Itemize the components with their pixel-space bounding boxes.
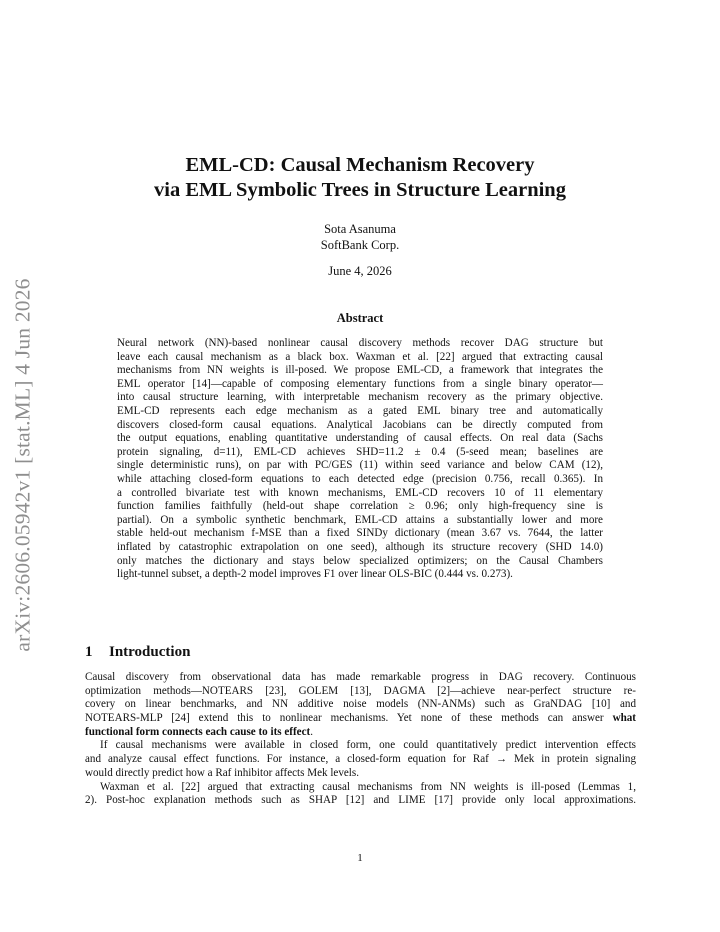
body-line: would directly predict how a Raf inhibitor affects Mek levels.	[85, 766, 359, 779]
section-title: Introduction	[109, 644, 191, 660]
abstract-line: into causal structure learning, with interpretable mechanism recovery as the primary objective.	[117, 391, 603, 404]
abstract-line: function families faithfully (held-out shape correlation ≥ 0.96; only high-frequency sine is	[117, 500, 603, 513]
abstract-line: a controlled bivariate test with known mechanisms, EML-CD recovers 10 of 11 elementary	[117, 486, 603, 499]
abstract-line: EML-CD represents each edge mechanism as a gated EML binary tree and automatically	[117, 404, 603, 417]
body-line: Waxman et al. [22] argued that extracting causal mechanisms from NN weights is ill-posed (Lemmas 1,	[100, 780, 636, 793]
section-number: 1	[85, 644, 93, 660]
abstract-line: leave each causal mechanism as a black box. Waxman et al. [22] argued that extracting causal	[117, 350, 603, 363]
author-block	[0, 221, 720, 253]
paper-title	[0, 153, 720, 203]
page-number: 1	[357, 852, 363, 864]
body-line: and analyze causal effect functions. For instance, a closed-form equation for Raf → Mek in protein signaling	[85, 753, 636, 766]
abstract-line: inflated by catastrophic extrapolation on one seed), although its structure recovery (SHD 14.0)	[117, 540, 603, 553]
bold-phrase-start: what	[612, 712, 636, 725]
abstract-line: while attaching closed-form equations to each detected edge (precision 0.756, recall 0.365). In	[117, 472, 603, 485]
body-line-text: NOTEARS-MLP [24] extend this to nonlinear mechanisms. Yet none of these methods can answer	[85, 712, 604, 725]
abstract-line: partial). On a symbolic synthetic benchmark, EML-CD attains a substantially lower and more	[117, 513, 603, 526]
section-heading	[85, 644, 190, 661]
body-line: optimization methods—NOTEARS [23], GOLEM [13], DAGMA [2]—achieve near-perfect structure re-	[85, 684, 636, 697]
abstract-line: discovers closed-form causal equations. Analytical Jacobians can be directly computed from	[117, 418, 603, 431]
author-name: Sota Asanuma	[324, 222, 396, 236]
body-line: 2). Post-hoc explanation methods such as SHAP [12] and LIME [17] provide only local approximations.	[85, 794, 636, 807]
bold-phrase: functional form connects each cause to its effect	[85, 725, 311, 738]
abstract-line: protein signaling, d=11), EML-CD achieves SHD=11.2 ± 0.4 (5-seed mean; baselines are	[117, 445, 603, 458]
abstract-line: only matches the dictionary and stays below specialized optimizers; on the Causal Chambers	[117, 554, 603, 567]
body-line: functional form connects each cause to its effect.	[85, 725, 313, 738]
introduction-body	[85, 671, 636, 808]
body-line: covery on linear benchmarks, and NN additive noise models (NN-ANMs) such as GraNDAG [10] and	[85, 698, 636, 711]
title-line-1: EML-CD: Causal Mechanism Recovery	[185, 154, 535, 176]
paper-date: June 4, 2026	[328, 264, 392, 278]
abstract-heading: Abstract	[336, 311, 384, 325]
arxiv-identifier: arXiv:2606.05942v1 [stat.ML] 4 Jun 2026	[10, 278, 35, 652]
abstract-line: the output equations, enabling quantitative understanding of causal effects. On real data (Sachs	[117, 432, 603, 445]
abstract-line: Neural network (NN)-based nonlinear causal discovery methods recover DAG structure but	[117, 337, 603, 349]
author-affiliation: SoftBank Corp.	[320, 238, 400, 252]
body-line	[85, 712, 636, 726]
abstract-line: EML operator [14]—capable of composing elementary functions from a single binary operator—	[117, 377, 603, 390]
abstract-line: light-tunnel subset, a depth-2 model improves F1 over linear OLS-BIC (0.444 vs. 0.273).	[117, 568, 513, 581]
body-line: Causal discovery from observational data has made remarkable progress in DAG recovery. Continuous	[85, 671, 636, 683]
abstract-line: single deterministic runs), on par with PC/GES (11) within seed variance and below CAM (12),	[117, 459, 603, 472]
abstract-body	[117, 337, 603, 582]
body-line: If causal mechanisms were available in closed form, one could quantitatively predict intervention effects	[100, 739, 636, 752]
abstract-line: mechanisms from NN weights is ill-posed. We propose EML-CD, a framework that integrates the	[117, 364, 603, 377]
title-line-2: via EML Symbolic Trees in Structure Learning	[154, 179, 566, 201]
abstract-line: stable held-out mechanism f-MSE than a fixed SINDy dictionary (mean 3.67 vs. 7644, the latter	[117, 527, 603, 540]
